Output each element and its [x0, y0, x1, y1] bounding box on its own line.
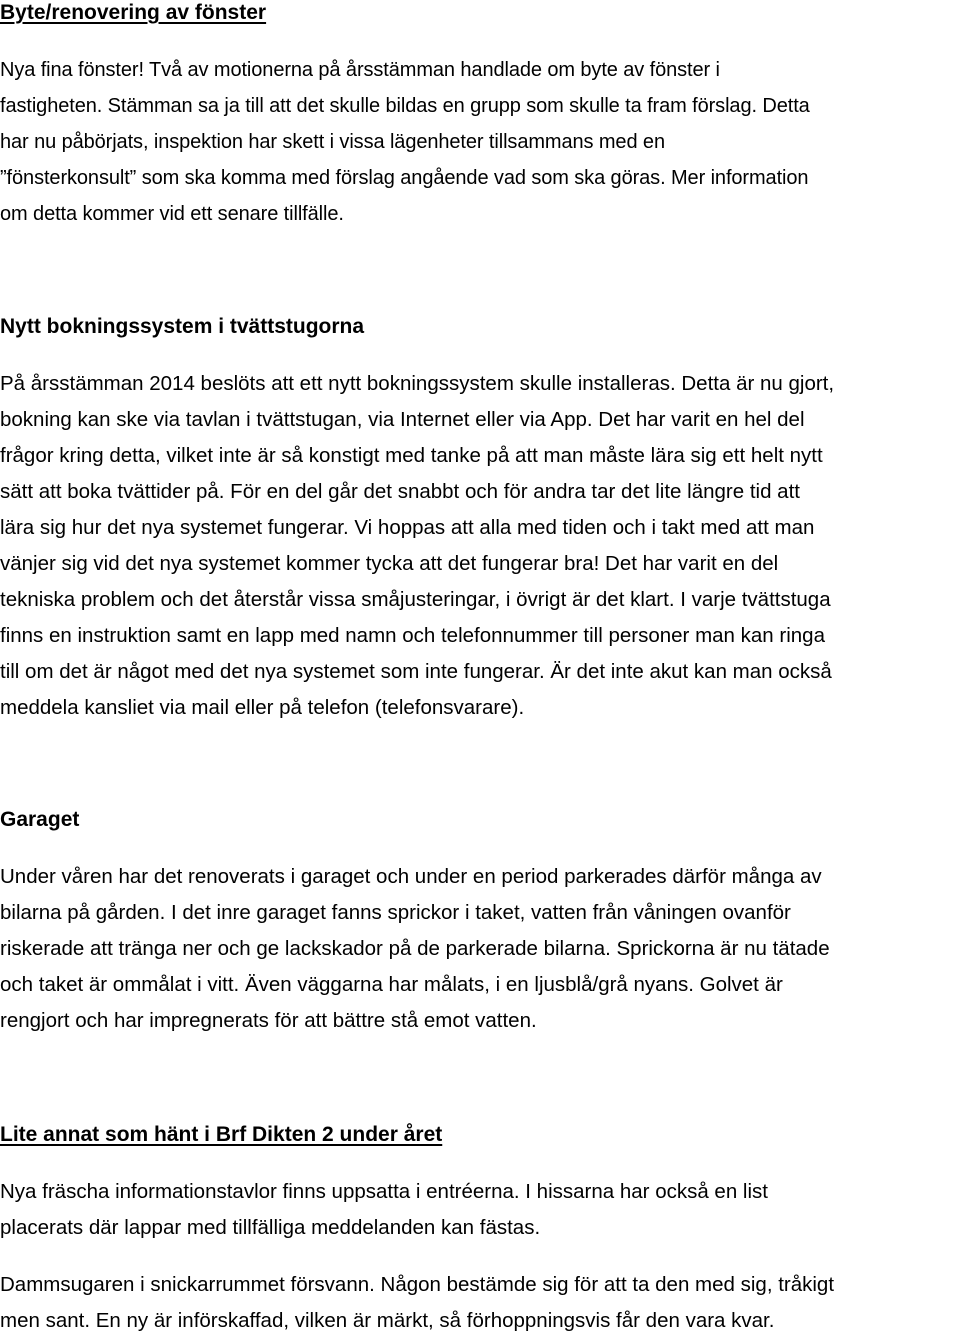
text-line: fastigheten. Stämman sa ja till att det skulle bildas en grupp som skulle ta fram förslag. Detta	[0, 95, 810, 117]
paragraph-other-1	[0, 1174, 768, 1246]
paragraph-booking	[0, 366, 834, 726]
text-line: ”fönsterkonsult” som ska komma med förslag angående vad som ska göras. Mer information	[0, 167, 809, 189]
text-line: Under våren har det renoverats i garaget och under en period parkerades därför många av	[0, 865, 822, 888]
text-line: men sant. En ny är införskaffad, vilken är märkt, så förhoppningsvis får den vara kvar.	[0, 1309, 775, 1332]
text-line: placerats där lappar med tillfälliga meddelanden kan fästas.	[0, 1216, 541, 1239]
section-heading-booking: Nytt bokningssystem i tvättstugorna	[0, 315, 365, 338]
text-line: riskerade att tränga ner och ge lackskador på de parkerade bilarna. Sprickorna är nu tätade	[0, 937, 830, 960]
text-line: om detta kommer vid ett senare tillfälle.	[0, 203, 344, 225]
text-line: meddela kansliet via mail eller på telefon (telefonsvarare).	[0, 696, 525, 719]
text-line: Dammsugaren i snickarrummet försvann. Någon bestämde sig för att ta den med sig, tråkigt	[0, 1273, 835, 1296]
text-line: lära sig hur det nya systemet fungerar. Vi hoppas att alla med tiden och i takt med att man	[0, 516, 815, 539]
text-line: har nu påbörjats, inspektion har skett i vissa lägenheter tillsammans med en	[0, 131, 665, 153]
text-line: sätt att boka tvättider på. För en del går det snabbt och för andra tar det lite längre tid att	[0, 480, 800, 503]
text-line: bokning kan ske via tavlan i tvättstugan, via Internet eller via App. Det har varit en hel del	[0, 408, 805, 431]
text-line: och taket är ommålat i vitt. Även väggarna har målats, i en ljusblå/grå nyans. Golvet är	[0, 973, 783, 996]
paragraph-other-2	[0, 1267, 834, 1339]
text-line: Nya fräscha informationstavlor finns uppsatta i entréerna. I hissarna har också en list	[0, 1180, 768, 1203]
text-line: bilarna på gården. I det inre garaget fanns sprickor i taket, vatten från våningen ovanför	[0, 901, 791, 924]
text-line: tekniska problem och det återstår vissa småjusteringar, i övrigt är det klart. I varje tvättstuga	[0, 588, 831, 611]
text-line: till om det är något med det nya systemet som inte fungerar. Är det inte akut kan man också	[0, 660, 832, 683]
text-line: vänjer sig vid det nya systemet kommer tycka att det fungerar bra! Det har varit en del	[0, 552, 779, 575]
paragraph-garage	[0, 859, 830, 1039]
section-heading-other: Lite annat som hänt i Brf Dikten 2 under året	[0, 1123, 443, 1146]
section-heading-garage: Garaget	[0, 808, 80, 831]
text-line: rengjort och har impregnerats för att bättre stå emot vatten.	[0, 1009, 537, 1032]
section-heading-windows: Byte/renovering av fönster	[0, 1, 267, 24]
text-line: På årsstämman 2014 beslöts att ett nytt bokningssystem skulle installeras. Detta är nu gjort,	[0, 372, 835, 395]
text-line: Nya fina fönster! Två av motionerna på årsstämman handlade om byte av fönster i	[0, 59, 720, 81]
text-line: frågor kring detta, vilket inte är så konstigt med tanke på att man måste lära sig ett helt nytt	[0, 444, 823, 467]
text-line: finns en instruktion samt en lapp med namn och telefonnummer till personer man kan ringa	[0, 624, 825, 647]
paragraph-windows	[0, 52, 810, 232]
